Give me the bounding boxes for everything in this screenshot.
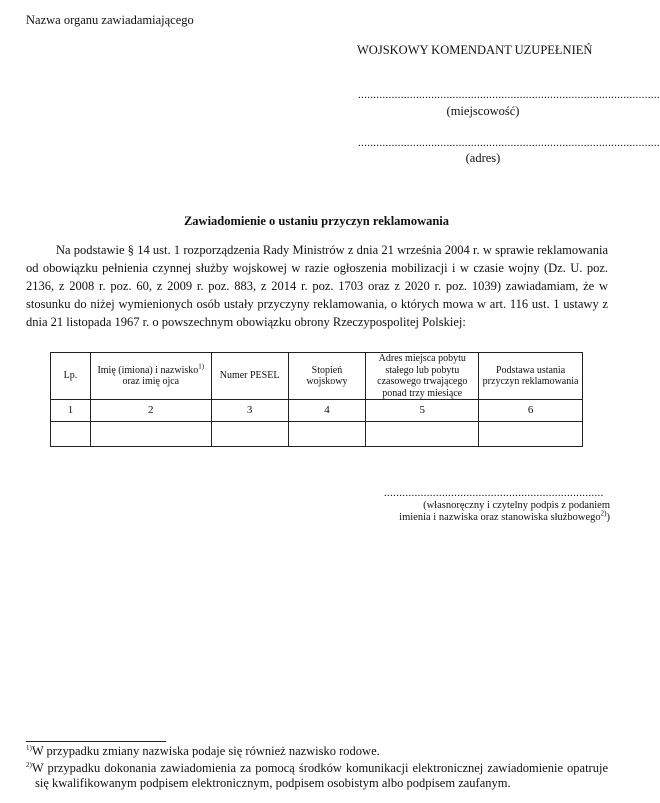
footnote-2: $^{2)}$W przypadku dokonania zawiadomienia za pomocą środków komunikacji elektronicznej zawiadomienie opatruje się kwalifikowanym podpisem elektronicznym, podpisem osobistym albo podpisem zaufanym.	[26, 760, 608, 790]
table-cell[interactable]	[366, 422, 479, 447]
signature-caption-line2: imienia i nazwiska oraz stanowiska służbowego$^{2)}$)	[399, 509, 610, 523]
header-basis: Podstawa ustania przyczyn reklamowania	[479, 353, 583, 400]
signature-caption-line1: (własnoręczny i czytelny podpis z podaniem	[423, 500, 610, 511]
signature-caption	[360, 500, 610, 524]
header-address: Adres miejsca pobytu stałego lub pobytu czasowego trwającego ponad trzy miesiące	[366, 353, 479, 400]
body-paragraph: Na podstawie § 14 ust. 1 rozporządzenia Rady Ministrów z dnia 21 września 2004 r. w sprawie reklamowania od obowiązku pełnienia czynnej służby wojskowej w razie ogłoszenia mobilizacji i w czasie wojny (Dz. U. poz. 2136, z 2008 r. poz. 60, z 2009 r. poz. 883, z 2014 r. poz. 1703 oraz z 2020 r. poz. 1039) zawiadamiam, że w stosunku do niżej wymienionych osób ustały przyczyny reklamowania, o których mowa w art. 116 ust. 1 ustawy z dnia 21 listopada 1967 r. o powszechnym obowiązku obrony Rzeczypospolitej Polskiej:	[26, 243, 608, 329]
footnote-ref-1: 1)	[198, 362, 205, 371]
footnote-1: $^{1)}$W przypadku zmiany nazwiska podaje się również nazwisko rodowe.	[26, 743, 380, 758]
footnote-mark-1: 1)	[26, 743, 32, 752]
header-lp: Lp.	[51, 353, 91, 400]
footnote-divider	[26, 741, 166, 742]
header-rank: Stopień wojskowy	[288, 353, 366, 400]
table-cell[interactable]	[479, 422, 583, 447]
address-caption: (adres)	[465, 151, 501, 165]
table-header-row	[51, 353, 583, 400]
place-caption: (miejscowość)	[446, 104, 520, 118]
recipient-label: WOJSKOWY KOMENDANT UZUPEŁNIEŃ	[357, 43, 593, 57]
column-number: 3	[211, 400, 288, 422]
signature-dotted-line: ........................................................................	[384, 487, 604, 499]
address-dotted-line: ...................................................................................................	[358, 137, 660, 149]
column-number: 6	[479, 400, 583, 422]
table-cell[interactable]	[90, 422, 211, 447]
column-number: 4	[288, 400, 366, 422]
table-cell[interactable]	[51, 422, 91, 447]
column-number: 5	[366, 400, 479, 422]
header-name: Imię (imiona) i nazwisko$^{1)}$ oraz imię ojca	[90, 353, 211, 400]
document-title: Zawiadomienie o ustaniu przyczyn reklamowania	[183, 214, 450, 228]
column-number: 2	[90, 400, 211, 422]
footnote-mark-2: 2)	[26, 760, 32, 769]
footnote-ref-2: 2)	[600, 509, 607, 518]
header-pesel: Numer PESEL	[211, 353, 288, 400]
column-number: 1	[51, 400, 91, 422]
place-dotted-line: ...................................................................................................	[358, 89, 660, 101]
table-number-row	[51, 400, 583, 422]
organ-name-label: Nazwa organu zawiadamiającego	[26, 13, 194, 27]
table-cell[interactable]	[211, 422, 288, 447]
persons-table	[50, 352, 583, 447]
table-empty-row	[51, 422, 583, 447]
table-cell[interactable]	[288, 422, 366, 447]
